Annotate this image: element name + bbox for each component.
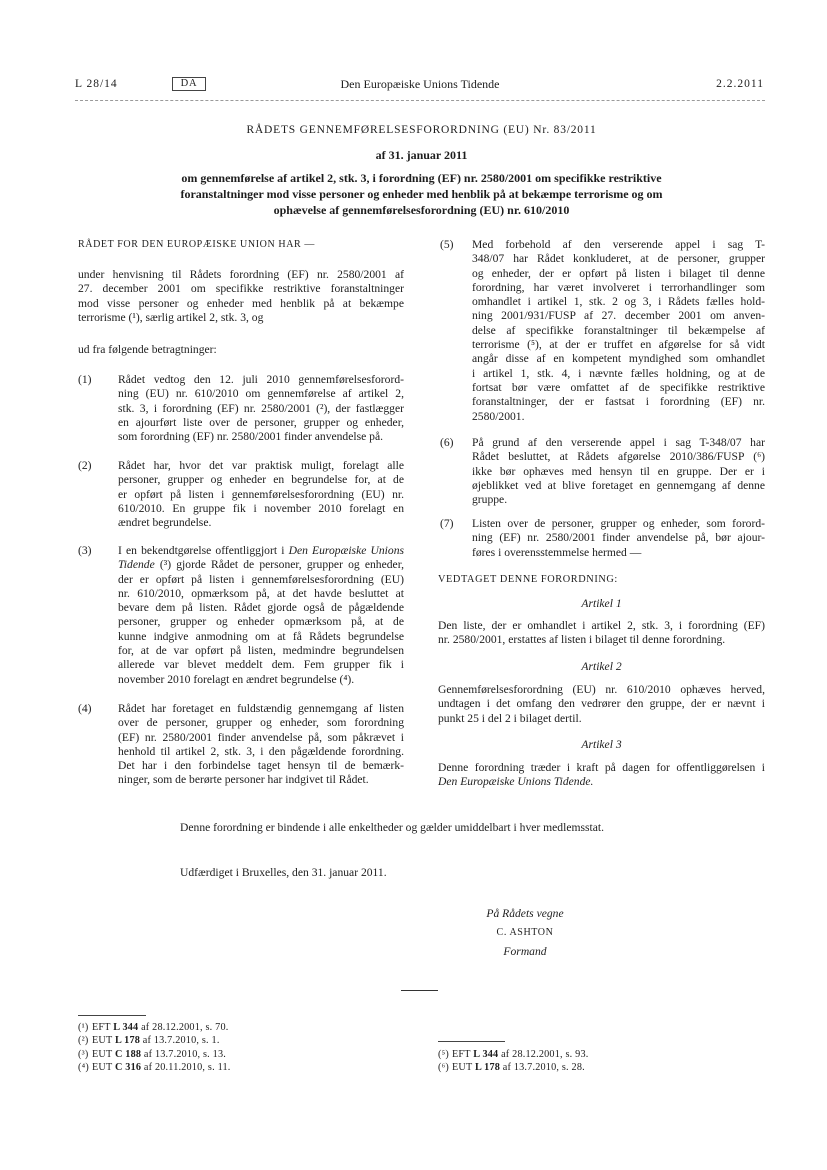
text-line: 27. december 2001 om specifikke restriktive foranstaltninger — [78, 282, 404, 296]
footnote-text — [452, 1049, 588, 1060]
text-line: Den liste, der er omhandlet i artikel 2, stk. 3, i forordning (EF) — [438, 619, 765, 632]
preamble-intro: RÅDET FOR DEN EUROPÆISKE UNION HAR — — [78, 239, 315, 250]
text-line: foranstaltninger, der er fastsat i forordning (EF) nr. — [472, 395, 765, 409]
text-line: ninger, som de berørte personer har indgivet til Rådet. — [118, 773, 369, 787]
text-line: Rådet vedtog den 12. juli 2010 gennemførelsesforord- — [118, 373, 404, 386]
text-line: henhold til artikel 2, stk. 3, i den pågældende forordning. — [118, 744, 404, 758]
article-3-heading: Artikel 3 — [581, 738, 622, 751]
text-line: angår disse af en kompetent myndighed som omhandlet — [472, 352, 765, 366]
recital-number: (5) — [440, 238, 454, 251]
footnote-1 — [78, 1021, 231, 1034]
text-line — [118, 558, 404, 572]
text-line: er opført på listen i gennemførelsesforordning (EU) nr. — [118, 487, 404, 501]
closing-rule — [401, 990, 438, 991]
text-line: november 2010 forelagt en ændret begrundelse (⁴). — [118, 672, 355, 686]
footnote-text — [452, 1062, 585, 1073]
text-line: Det har i den forbindelse taget hensyn til de bemærk- — [118, 759, 404, 773]
text-line: over de personer, grupper og enheder, som forordning — [118, 716, 404, 730]
binding-clause: Denne forordning er bindende i alle enkeltheder og gælder umiddelbart i hver medlemsstat. — [180, 821, 605, 834]
signatory-name: C. ASHTON — [496, 927, 554, 938]
text-line: Rådet har foretaget en fuldstændig gennemgang af listen — [118, 702, 404, 715]
text-run: EUT — [92, 1048, 115, 1060]
text-line: bevare dem på listen. Rådet gjorde også de pågældende — [118, 601, 404, 615]
italic-text: Tidende — [118, 558, 155, 572]
bold-text: L 178 — [474, 1062, 501, 1074]
text-line: forordning, har været involveret i terrorhandlinger som — [472, 280, 765, 294]
text-line: Rådet har, hvor det var praktisk muligt, forelagt alle — [118, 459, 404, 472]
article-1-heading: Artikel 1 — [581, 597, 622, 610]
bold-text: C 188 — [114, 1048, 142, 1060]
text-line: (EF) nr. 2580/2001 finder anvendelse på, som påkrævet i — [118, 730, 404, 744]
text-line: ikke bør ophæves med hensyn til en gruppe. Der er i — [472, 464, 765, 478]
text-line: nr. 610/2010, opmærksom på, at det havde besluttet at — [118, 586, 404, 600]
act-date: af 31. januar 2011 — [375, 148, 468, 162]
italic-text: Den Europæiske Unions — [288, 544, 405, 557]
text-run: af 28.12.2001, s. 70. — [138, 1022, 229, 1033]
text-line: 348/07 har Rådet konkluderet, at de personer, grupper — [472, 252, 765, 266]
article-2-text — [438, 683, 765, 726]
recital-number: (3) — [78, 544, 92, 557]
text-line — [118, 544, 404, 558]
text-run: af 28.12.2001, s. 93. — [498, 1049, 589, 1060]
text-line: nr. 2580/2001, erstattes af listen i bilaget til denne forordning. — [438, 633, 726, 647]
text-line: ning (EF) nr. 2580/2001 finder anvendelse på, bør ajour- — [472, 531, 765, 545]
text-line — [438, 775, 765, 789]
text-run: EUT — [92, 1061, 115, 1073]
recital-text — [472, 238, 765, 424]
text-line: som forordning (EF) nr. 2580/2001 finder anvendelse på. — [118, 430, 383, 444]
bold-text: L 178 — [114, 1035, 141, 1047]
recital-text — [472, 517, 765, 560]
recital-text — [118, 702, 404, 788]
text-line: i artikel 1, stk. 4, i nævnte fælles holdning, og at de — [472, 366, 765, 380]
footnote-ref: (²) — [78, 1035, 89, 1047]
text-line: personer, grupper og enheder en begrundelse for, at de — [118, 473, 404, 487]
text-line: øjeblikket ved at blive foretaget en gennemgang af denne — [472, 478, 765, 492]
bold-text: L 344 — [473, 1049, 499, 1060]
signatory-on-behalf: På Rådets vegne — [486, 907, 564, 920]
text-line: føres i overensstemmelse hermed — — [472, 545, 642, 559]
text-line: undtagen i det omfang den vedrører den gruppe, der er nævnt i — [438, 697, 765, 711]
publication-date: 2.2.2011 — [716, 78, 764, 90]
bold-text: C 316 — [114, 1061, 142, 1073]
text-line: under henvisning til Rådets forordning (EF) nr. 2580/2001 af — [78, 268, 404, 281]
done-at: Udfærdiget i Bruxelles, den 31. januar 2011. — [180, 866, 387, 879]
article-3-text — [438, 761, 765, 790]
footnote-ref: (³) — [78, 1048, 89, 1060]
text-line: ning (EU) nr. 610/2010 om gennemførelse af artikel 2, — [118, 387, 404, 401]
footnote-6 — [438, 1061, 588, 1074]
text-line: for, at de var opført på listen, medmindre begrundelsen — [118, 644, 404, 658]
recital-2 — [78, 459, 404, 530]
footnote-text — [92, 1049, 226, 1060]
recital-number: (4) — [78, 702, 92, 715]
text-line: ning 2001/931/FUSP af 27. december 2001 om anven- — [472, 309, 765, 323]
text-line: stk. 3, i forordning (EF) nr. 2580/2001 (²), der fastlægger — [118, 401, 404, 415]
journal-title: Den Europæiske Unions Tidende — [340, 77, 500, 91]
text-run: EUT — [92, 1035, 115, 1047]
footnote-2 — [78, 1034, 231, 1047]
footnote-ref: (⁶) — [438, 1062, 449, 1074]
text-run: EFT — [92, 1022, 114, 1033]
recital-text — [118, 544, 404, 687]
italic-text: Den Europæiske Unions Tidende. — [438, 775, 594, 789]
text-line: personer, grupper og enheder opmærksom på, at de — [118, 615, 404, 629]
footnote-rule — [438, 1041, 505, 1042]
text-run: af 13.7.2010, s. 1. — [140, 1035, 220, 1047]
footnote-5 — [438, 1048, 588, 1061]
text-line: 610/2010. En gruppe fik i november 2010 forelagt en — [118, 501, 404, 515]
text-line: punkt 25 i del 2 i bilaget dertil. — [438, 711, 582, 725]
text-run: I en bekendtgørelse offentliggjort i — [118, 544, 289, 557]
text-run: (³) gjorde Rådet de personer, grupper og enheder, — [154, 558, 404, 572]
text-line: omhandlet i artikel 1, stk. 2 og 3, i Rådets fælles hold- — [472, 295, 765, 309]
article-2-heading: Artikel 2 — [581, 660, 622, 673]
text-line: terrorisme (⁵), at der er truffet en afgørelse for så vidt — [472, 338, 765, 352]
text-line: Denne forordning træder i kraft på dagen for offentliggørelsen i — [438, 761, 765, 774]
footnote-ref: (⁵) — [438, 1049, 449, 1060]
text-line: På grund af den verserende appel i sag T-348/07 har — [472, 436, 765, 449]
text-line: der er opført på listen i gennemførelsesforordning (EU) — [118, 572, 404, 586]
text-line: Listen over de personer, grupper og enheder, som forord- — [472, 517, 765, 530]
header-rule — [75, 100, 765, 101]
footnote-text — [92, 1035, 220, 1046]
language-badge: DA — [172, 77, 206, 91]
text-line: Gennemførelsesforordning (EU) nr. 610/2010 ophæves herved, — [438, 683, 765, 696]
recital-5 — [438, 238, 765, 424]
recital-4 — [78, 702, 404, 788]
recital-text — [118, 459, 404, 530]
text-line: en ajourført liste over de personer, grupper og enheder, — [118, 415, 404, 429]
footnotes-right — [438, 1048, 588, 1075]
recital-text — [472, 436, 765, 507]
text-line: kunne indgive anmodning om at få Rådets begrundelse — [118, 629, 404, 643]
footnote-rule — [78, 1015, 146, 1016]
recital-7 — [438, 517, 765, 560]
footnotes-left — [78, 1021, 231, 1074]
text-run: EFT — [452, 1049, 474, 1060]
text-line: fortsat bør være omfattet af de specifikke restriktive — [472, 380, 765, 394]
text-run: af 13.7.2010, s. 28. — [500, 1062, 585, 1074]
page-number: L 28/14 — [75, 78, 118, 90]
footnote-3 — [78, 1048, 231, 1061]
text-line: delse af specifikke foranstaltninger til bekæmpelse af — [472, 323, 765, 337]
text-line: 2580/2001. — [472, 409, 525, 423]
text-line: foranstaltninger mod visse personer og enheder med henblik på at bekæmpe terrorisme og om — [180, 187, 663, 201]
text-line: ophævelse af gennemførelsesforordning (EU) nr. 610/2010 — [273, 203, 570, 217]
footnote-ref: (¹) — [78, 1022, 89, 1033]
text-line: terrorisme (¹), særlig artikel 2, stk. 3, og — [78, 310, 264, 324]
text-line: gruppe. — [472, 493, 508, 507]
recital-6 — [438, 436, 765, 507]
footnote-ref: (⁴) — [78, 1061, 89, 1073]
enacting-formula: VEDTAGET DENNE FORORDNING: — [438, 574, 618, 585]
recital-1 — [78, 373, 404, 444]
text-run: af 13.7.2010, s. 13. — [141, 1048, 227, 1060]
recital-3 — [78, 544, 404, 687]
text-run: af 20.11.2010, s. 11. — [141, 1061, 231, 1073]
recital-number: (6) — [440, 436, 454, 449]
text-line: ændret begrundelse. — [118, 516, 212, 530]
bold-text: L 344 — [113, 1022, 139, 1033]
text-line: om gennemførelse af artikel 2, stk. 3, i forordning (EF) nr. 2580/2001 om specifikke restriktive — [181, 171, 662, 185]
text-line: og enheder, der er opført på listen i bilaget til denne — [472, 266, 765, 280]
recital-number: (2) — [78, 459, 92, 472]
recital-number: (7) — [440, 517, 454, 530]
signatory-role: Formand — [503, 945, 547, 958]
text-run: EUT — [452, 1062, 475, 1074]
text-line: Med forbehold af den verserende appel i sag T- — [472, 238, 765, 251]
recital-text — [118, 373, 404, 444]
footnote-text — [92, 1062, 231, 1073]
citation — [78, 268, 404, 325]
recitals-intro: ud fra følgende betragtninger: — [78, 343, 217, 356]
text-line: mod visse personer og enheder med henblik på at bekæmpe — [78, 296, 404, 310]
footnote-text — [92, 1022, 228, 1033]
article-1-text — [438, 619, 765, 648]
text-line: Rådet besluttet, at Rådets afgørelse 2010/386/FUSP (⁶) — [472, 450, 765, 464]
act-subject — [78, 170, 765, 218]
recital-number: (1) — [78, 373, 92, 386]
text-line: allerede var blevet meddelt dem. Fem grupper fik i — [118, 658, 404, 672]
footnote-4 — [78, 1061, 231, 1074]
act-title: RÅDETS GENNEMFØRELSESFORORDNING (EU) Nr. 83/2011 — [246, 124, 597, 136]
